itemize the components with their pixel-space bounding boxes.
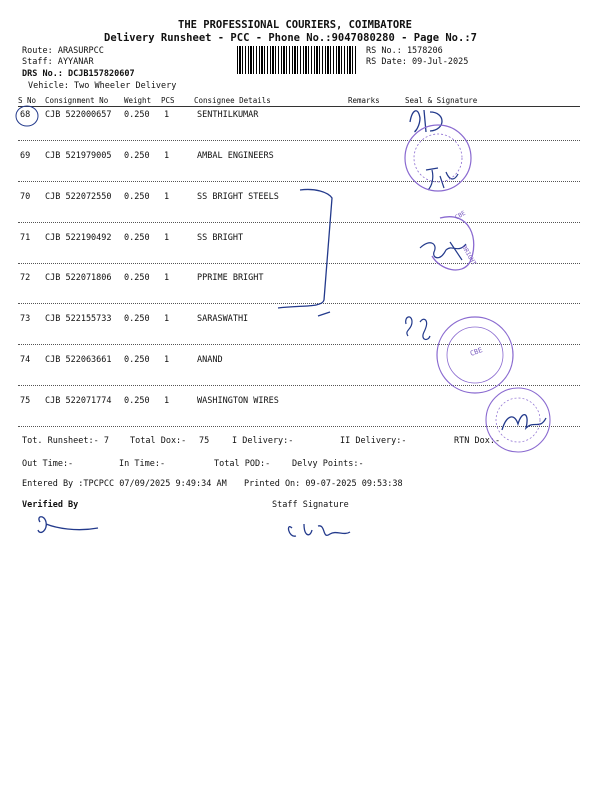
table-row-consignee: WASHINGTON WIRES xyxy=(197,396,279,406)
stamp-text: BRIGHT xyxy=(460,244,478,267)
table-row-consignment: CJB 522190492 xyxy=(45,233,112,243)
table-row-pcs: 1 xyxy=(164,192,170,202)
table-row-pcs: 1 xyxy=(164,273,170,283)
header-rule xyxy=(18,106,580,107)
table-row-weight: 0.250 xyxy=(124,233,150,243)
route: Route: ARASURPCC xyxy=(22,46,104,56)
table-row-pcs: 1 xyxy=(164,151,170,161)
table-row-weight: 0.250 xyxy=(124,192,150,202)
total-dox-label: Total Dox:- xyxy=(130,436,187,446)
i-delivery: I Delivery:- xyxy=(232,436,294,446)
row-divider xyxy=(18,140,580,141)
stamp-inner-ring xyxy=(496,398,540,442)
table-row-consignment: CJB 521979005 xyxy=(45,151,112,161)
staff: Staff: AYYANAR xyxy=(22,57,94,67)
row-divider xyxy=(18,426,580,427)
table-row-sno: 70 xyxy=(20,192,31,202)
staff-signature-label: Staff Signature xyxy=(272,500,349,510)
drs-number: DRS No.: DCJB157820607 xyxy=(22,69,135,79)
table-row-sno: 75 xyxy=(20,396,31,406)
out-time: Out Time:- xyxy=(22,459,74,469)
signature-69 xyxy=(426,168,458,190)
signature-68 xyxy=(410,110,442,132)
runsheet-subtitle: Delivery Runsheet - PCC - Phone No.:9047080280 - Page No.:7 xyxy=(104,32,477,44)
row-divider xyxy=(18,385,580,386)
signature-75 xyxy=(502,415,546,430)
table-row-consignee: SARASWATHI xyxy=(197,314,249,324)
total-dox-value: 75 xyxy=(199,436,210,446)
in-time: In Time:- xyxy=(119,459,166,469)
col-consignee: Consignee Details xyxy=(194,96,271,105)
table-row-consignee: PPRIME BRIGHT xyxy=(197,273,264,283)
signature-73 xyxy=(406,317,430,340)
row-divider xyxy=(18,181,580,182)
stamp-inner-ring xyxy=(414,134,462,182)
row-divider xyxy=(18,303,580,304)
table-row-sno: 68 xyxy=(20,110,31,120)
table-row-pcs: 1 xyxy=(164,314,170,324)
verified-by: Verified By xyxy=(22,500,79,510)
table-row-pcs: 1 xyxy=(164,355,170,365)
table-row-consignee: SENTHILKUMAR xyxy=(197,110,259,120)
table-row-weight: 0.250 xyxy=(124,110,150,120)
bracket-mark xyxy=(278,189,332,308)
delvy-points: Delvy Points:- xyxy=(292,459,364,469)
table-row-consignee: SS BRIGHT STEELS xyxy=(197,192,279,202)
table-row-consignee: ANAND xyxy=(197,355,223,365)
total-runsheet: Tot. Runsheet:- 7 xyxy=(22,436,109,446)
stamp-text: CBE xyxy=(453,209,467,222)
col-sno: S No xyxy=(18,96,37,105)
verified-signature xyxy=(38,517,98,533)
ii-delivery: II Delivery:- xyxy=(340,436,407,446)
table-row-consignment: CJB 522071806 xyxy=(45,273,112,283)
stamp-arc xyxy=(432,217,474,270)
table-row-pcs: 1 xyxy=(164,110,170,120)
table-row-sno: 73 xyxy=(20,314,31,324)
staff-signature xyxy=(289,524,350,536)
table-row-weight: 0.250 xyxy=(124,151,150,161)
table-row-consignee: AMBAL ENGINEERS xyxy=(197,151,274,161)
col-seal-signature: Seal & Signature xyxy=(405,96,478,105)
printed-on: Printed On: 09-07-2025 09:53:38 xyxy=(244,479,403,489)
table-row-pcs: 1 xyxy=(164,396,170,406)
table-row-consignment: CJB 522071774 xyxy=(45,396,112,406)
total-pod: Total POD:- xyxy=(214,459,271,469)
table-row-sno: 71 xyxy=(20,233,31,243)
rs-number: RS No.: 1578206 xyxy=(366,46,443,56)
col-remarks: Remarks xyxy=(348,96,380,105)
row-divider xyxy=(18,263,580,264)
table-row-consignee: SS BRIGHT xyxy=(197,233,244,243)
stamp-text: CBE xyxy=(469,346,484,358)
signature-71 xyxy=(420,242,466,260)
table-row-sno: 72 xyxy=(20,273,31,283)
row-divider xyxy=(18,344,580,345)
table-row-weight: 0.250 xyxy=(124,396,150,406)
table-row-consignment: CJB 522063661 xyxy=(45,355,112,365)
vehicle: Vehicle: Two Wheeler Delivery xyxy=(28,81,177,91)
entered-by: Entered By :TPCPCC 07/09/2025 9:49:34 AM xyxy=(22,479,227,489)
table-row-sno: 74 xyxy=(20,355,31,365)
row-divider xyxy=(18,222,580,223)
col-consignment: Consignment No xyxy=(45,96,109,105)
col-pcs: PCS xyxy=(161,96,175,105)
bracket-tick xyxy=(318,312,330,316)
rs-date: RS Date: 09-Jul-2025 xyxy=(366,57,469,67)
table-row-consignment: CJB 522000657 xyxy=(45,110,112,120)
barcode xyxy=(237,46,357,74)
table-row-sno: 69 xyxy=(20,151,31,161)
table-row-pcs: 1 xyxy=(164,233,170,243)
company-name: THE PROFESSIONAL COURIERS, COIMBATORE xyxy=(178,19,412,31)
table-row-weight: 0.250 xyxy=(124,355,150,365)
table-row-weight: 0.250 xyxy=(124,314,150,324)
col-weight: Weight xyxy=(124,96,152,105)
table-row-weight: 0.250 xyxy=(124,273,150,283)
table-row-consignment: CJB 522072550 xyxy=(45,192,112,202)
rtn-dox: RTN Dox:- xyxy=(454,436,501,446)
table-row-consignment: CJB 522155733 xyxy=(45,314,112,324)
